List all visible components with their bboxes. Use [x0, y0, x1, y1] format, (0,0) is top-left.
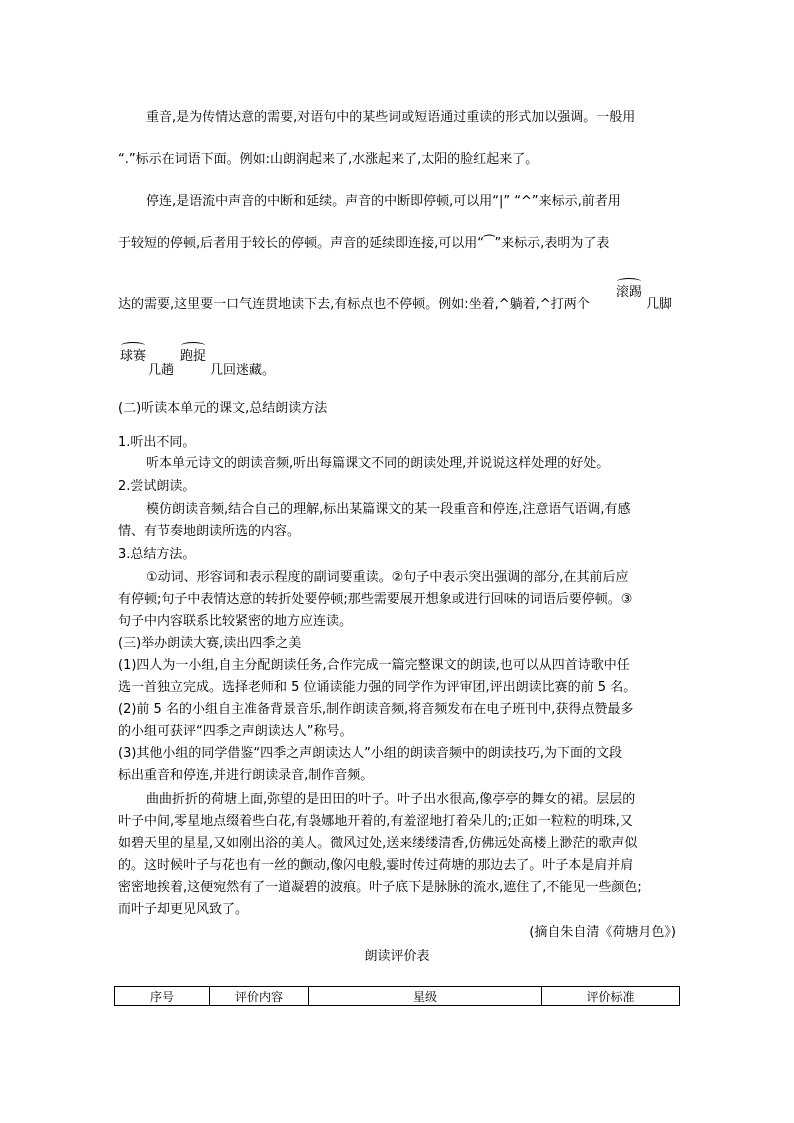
header-cell: 评价标准: [542, 987, 680, 1006]
item3-body-3: 句子中内容联系比较紧密的地方应连读。: [118, 614, 353, 629]
rule1-line-1: (1)四人为一小组,自主分配朗读任务,合作完成一篇完整课文的朗读,也可以从四首诗歌中任: [118, 658, 630, 673]
item1-body: 听本单元诗文的朗读音频,听出每篇课文不同的朗读处理,并说说这样处理的好处。: [146, 456, 610, 471]
rule2-line-2: 的小组可获评“四季之声朗读达人”称号。: [118, 724, 353, 739]
item3-title: 3.总结方法。: [118, 547, 196, 562]
header-cell: 评价内容: [210, 987, 309, 1006]
passage-line-2: 叶子中间,零星地点缀着些白花,有袅娜地开着的,有羞涩地打着朵儿的;正如一粒粒的明珠,又: [118, 814, 633, 829]
header-cell: 星级: [309, 987, 542, 1006]
item2-body-1: 模仿朗读音频,结合自己的理解,标出某篇课文的某一段重音和停连,注意语气语调,有感: [146, 502, 631, 517]
rule2-line-1: (2)前 5 名的小组自主准备背景音乐,制作朗读音频,将音频发布在电子班刊中,获得点赞最多: [118, 702, 634, 717]
passage-line-3: 如碧天里的星星,又如刚出浴的美人。微风过处,送来缕缕清香,仿佛远处高楼上渺茫的歌声似: [118, 836, 638, 851]
passage-source: (摘自朱自清《荷塘月色》): [529, 925, 676, 940]
section3-heading: (三)举办朗读大赛,读出四季之美: [118, 636, 302, 651]
annotation-paozhuo: [180, 342, 206, 364]
pause-line-4-a: 几趟: [148, 363, 175, 378]
item3-body-1: ①动词、形容词和表示程度的副词要重读。②句子中表示突出强调的部分,在其前后应: [146, 570, 629, 585]
passage-line-4: 的。这时候叶子与花也有一丝的颤动,像闪电般,霎时传过荷塘的那边去了。叶子本是肩并肩: [118, 858, 634, 873]
table-title: 朗读评价表: [364, 949, 430, 964]
annotation-gunta-text: 滚踢: [616, 285, 643, 300]
pause-line-3: [118, 295, 678, 315]
stress-line-1: 重音,是为传情达意的需要,对语句中的某些词或短语通过重读的形式加以强调。一般用: [146, 110, 636, 125]
pause-line-1: 停连,是语流中声音的中断和延续。声音的中断即停顿,可以用“|” “^”来标示,前者用: [146, 194, 621, 209]
pause-line-2: 于较短的停顿,后者用于较长的停顿。声音的延续即连接,可以用“⁀”来标示,表明为了表: [118, 236, 610, 251]
annotation-saiqiu-text: 球赛: [120, 349, 147, 364]
pause-line-3-text: 达的需要,这里要一口气连贯地读下去,有标点也不停顿。例如:坐着,^躺着,^打两个: [118, 297, 590, 312]
table-header-row: [115, 987, 680, 1006]
passage-line-6: 而叶子却更见风致了。: [118, 902, 249, 917]
rule3-line-2: 标出重音和停连,并进行朗读录音,制作音频。: [118, 768, 374, 783]
pause-line-3-end: 几脚: [646, 297, 673, 312]
pause-line-4-b: 几回迷藏。: [210, 363, 276, 378]
annotation-paozhuo-text: 跑捉: [180, 349, 207, 364]
evaluation-table: [114, 986, 680, 1006]
rule3-line-1: (3)其他小组的同学借鉴“四季之声朗读达人”小组的朗读音频中的朗读技巧,为下面的文段: [118, 746, 623, 761]
item1-title: 1.听出不同。: [118, 435, 196, 450]
item2-title: 2.尝试朗读。: [118, 479, 196, 494]
passage-line-5: 密密地挨着,这便宛然有了一道凝碧的波痕。叶子底下是脉脉的流水,遮住了,不能见一些颜色;: [118, 880, 642, 895]
header-cell: 序号: [115, 987, 210, 1006]
section2-heading: (二)听读本单元的课文,总结朗读方法: [118, 401, 328, 416]
rule1-line-2: 选一首独立完成。选择老师和 5 位诵读能力强的同学作为评审团,评出朗读比赛的前 5 名。: [118, 680, 637, 695]
annotation-gunta: [616, 278, 642, 300]
item2-body-2: 情、有节奏地朗读所选的内容。: [118, 524, 301, 539]
stress-line-2: “.”标示在词语下面。例如:山朗润起来了,水涨起来了,太阳的脸红起来了。: [118, 152, 539, 167]
passage-line-1: 曲曲折折的荷塘上面,弥望的是田田的叶子。叶子出水很高,像亭亭的舞女的裙。层层的: [146, 792, 636, 807]
item3-body-2: 有停顿;句子中表情达意的转折处要停顿;那些需要展开想象或进行回味的词语后要停顿。③: [118, 592, 633, 607]
annotation-saiqiu: [120, 342, 146, 364]
